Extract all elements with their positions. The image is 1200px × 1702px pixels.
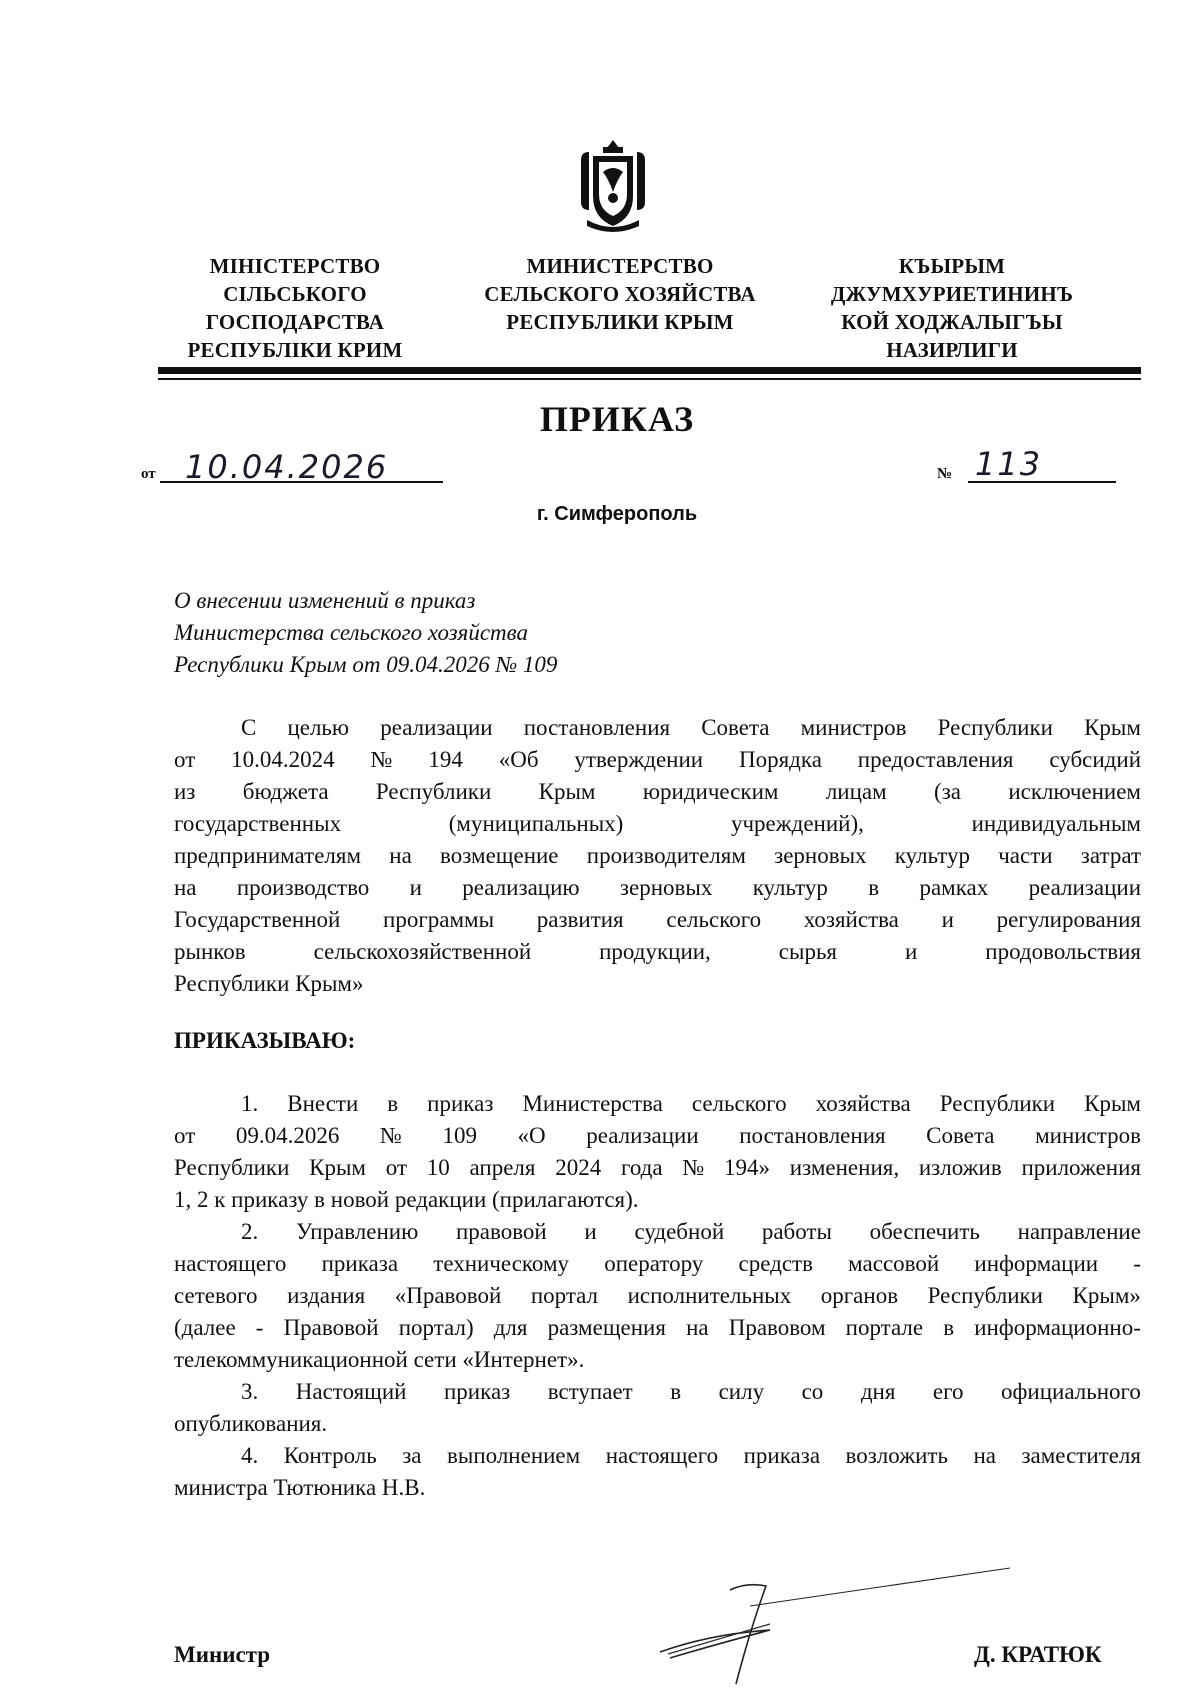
word: сельского [666,907,762,932]
justified-line [174,1152,1141,1184]
word: портале [845,1315,924,1340]
text-line: министра Тютюника Н.В. [174,1475,426,1500]
word: Республики [939,1091,1056,1116]
word: портал [530,1283,599,1308]
word: информации [974,1251,1099,1276]
word: хозяйства [815,1091,911,1116]
word: 10.04.2024 [231,747,335,772]
word: Республики [375,779,492,804]
header-line: ДЖУМХУРИЕТИНИНЪ [830,282,1074,306]
word: размещения [547,1315,666,1340]
word: реализации [1028,875,1141,900]
word: продовольствия [985,939,1141,964]
word: выполнением [447,1443,581,1468]
header-line: КЪЫРЫМ [898,254,1006,278]
word: Порядка [738,747,822,772]
document-number: 113 [975,445,1043,483]
word: - [255,1315,264,1340]
word: официального [1000,1379,1141,1404]
justified-line [174,808,1141,840]
header-line: КОЙ ХОДЖАЛЫГЪЫ [841,310,1063,334]
word: 2024 [555,1155,602,1180]
word: техническому [433,1251,570,1276]
header-ministry-crimean-tatar [802,252,1102,364]
word: «Правовой [394,1283,502,1308]
header-line: СЕЛЬСКОГО ХОЗЯЙСТВА [484,282,756,306]
word: в [943,1315,955,1340]
word: со [801,1379,824,1404]
word: Настоящий [295,1379,407,1404]
word: № [379,1123,402,1148]
word: судебной [634,1219,725,1244]
justified-line [174,1088,1141,1120]
word: культур [752,875,828,900]
word: (далее [174,1315,236,1340]
word: зерновых [774,843,867,868]
word: № [682,1155,705,1180]
word: субсидий [1049,747,1141,772]
word: рамках [919,875,989,900]
word: Крым» [1072,1283,1141,1308]
word: исполнительных [627,1283,792,1308]
word: приказа [743,1443,821,1468]
word: от [174,747,196,772]
word: 194 [428,747,463,772]
word: и [904,939,918,964]
word: из [174,779,196,804]
word: хозяйства [803,907,899,932]
word: правовой [455,1219,547,1244]
word: «Об [498,747,539,772]
word: 194» [724,1155,771,1180]
date-prefix: от [141,466,156,482]
word: оператору [604,1251,704,1276]
header-line: ГОСПОДАРСТВА [205,310,385,334]
justified-line [174,744,1141,776]
word: вступает [547,1379,633,1404]
justified-line [174,776,1141,808]
word: приказа [321,1251,399,1276]
word: приказ [444,1379,511,1404]
word: предпринимателям [174,843,362,868]
justified-line [174,1376,1141,1408]
word: Правовом [728,1315,826,1340]
document-subject [174,585,557,681]
command-heading: ПРИКАЗЫВАЮ: [174,1028,356,1053]
header-line: МІНІСТЕРСТВО [209,254,381,278]
justified-line [174,936,1141,968]
word: Внести [287,1091,359,1116]
word: изложив [918,1155,1002,1180]
word: Контроль [283,1443,377,1468]
word: - [1133,1251,1141,1276]
preamble-paragraph [174,712,1141,1000]
word: 3. [241,1379,259,1404]
header-divider-thin [158,378,1141,380]
word: сельского [691,1091,787,1116]
word: Управлению [295,1219,419,1244]
word: С [241,715,257,740]
word: от [385,1155,407,1180]
justified-line [174,1280,1141,1312]
word: реализации [586,1123,699,1148]
word: органов [820,1283,899,1308]
word: Крым [309,1155,366,1180]
word: приказ [427,1091,494,1116]
word: силу [718,1379,765,1404]
word: средств [738,1251,813,1276]
word: индивидуальным [971,811,1141,836]
word: Крым [1084,715,1141,740]
word: реализации [380,715,493,740]
word: издания [287,1283,366,1308]
word: 109 [442,1123,477,1148]
word: «О [517,1123,546,1148]
coat-of-arms-icon [573,136,653,236]
word: реализацию [462,875,580,900]
word: министров [800,715,907,740]
subject-line: Министерства сельского хозяйства [174,620,528,645]
word: информационно- [974,1315,1141,1340]
word: массовой [848,1251,940,1276]
word: приложения [1021,1155,1141,1180]
word: утверждении [574,747,704,772]
word: в [387,1091,399,1116]
word: на [973,1443,996,1468]
justified-line [174,840,1141,872]
order-items [174,1088,1141,1504]
subject-line: О внесении изменений в приказ [174,588,476,613]
word: (муниципальных) [448,811,624,836]
signatory-name: Д. КРАТЮК [974,1642,1102,1667]
justified-line [174,712,1141,744]
word: культур [894,843,970,868]
word: портал) [398,1315,474,1340]
word: на [389,843,412,868]
word: Министерства [522,1091,663,1116]
word: и [409,875,422,900]
word: министров [1035,1123,1141,1148]
word: работы [761,1219,832,1244]
word: сельскохозяйственной [313,939,532,964]
word: Крым [538,779,596,804]
justified-line [174,904,1141,936]
word: развития [536,907,624,932]
word: лицам [825,779,887,804]
word: производство [236,875,370,900]
header-line: РЕСПУБЛИКИ КРЫМ [506,310,734,334]
word: 2. [241,1219,259,1244]
word: на [174,875,197,900]
word: программы [383,907,495,932]
word: настоящего [174,1251,287,1276]
word: части [998,843,1053,868]
word: изменения, [789,1155,900,1180]
header-line: РЕСПУБЛІКИ КРИМ [187,338,403,362]
signature-role: Министр [174,1642,271,1667]
word: обеспечить [869,1219,980,1244]
word: бюджета [242,779,329,804]
word: 10 [426,1155,450,1180]
word: возложить [845,1443,948,1468]
header-ministry-russian [455,252,785,336]
text-line: 1, 2 к приказу в новой редакции (прилагаются). [174,1187,639,1212]
word: сетевого [174,1283,258,1308]
word: Республики [174,1155,290,1180]
word: Государственной [174,907,341,932]
header-ministry-ukrainian [160,252,430,364]
word: (за [934,779,961,804]
word: целью [287,715,350,740]
word: Совета [701,715,770,740]
word: рынков [174,939,246,964]
document-date: 10.04.2026 [185,448,389,486]
text-line: опубликования. [174,1411,328,1436]
word: настоящего [605,1443,719,1468]
word: сырья [778,939,838,964]
word: направление [1017,1219,1141,1244]
word: 4. [241,1443,259,1468]
subject-line: Республики Крым от 09.04.2026 № 109 [174,652,558,677]
text-line: Республики Крым» [174,971,364,996]
word: регулирования [996,907,1141,932]
justified-line [174,1120,1141,1152]
word: на [686,1315,709,1340]
word: производителям [586,843,746,868]
header-line: МИНИСТЕРСТВО [526,254,714,278]
word: дня [860,1379,896,1404]
word: от [174,1123,196,1148]
word: в [670,1379,682,1404]
word: постановления [739,1123,886,1148]
number-prefix: № [937,466,953,482]
word: года [620,1155,663,1180]
word: юридическим [642,779,779,804]
word: апреля [469,1155,536,1180]
word: в [868,875,880,900]
word: исключением [1008,779,1141,804]
word: Республики [927,1283,1043,1308]
word: постановления [523,715,671,740]
justified-line [174,1216,1141,1248]
word: продукции, [599,939,711,964]
word: и [584,1219,597,1244]
handwritten-signature [650,1560,1010,1690]
text-line: телекоммуникационной сети «Интернет». [174,1347,585,1372]
word: заместителя [1021,1443,1141,1468]
document-city: г. Симферополь [536,503,698,525]
word: затрат [1080,843,1141,868]
word: предоставления [857,747,1014,772]
word: Совета [926,1123,995,1148]
header-line: НАЗИРЛИГИ [886,338,1018,362]
word: и [941,907,954,932]
word: Правовой [283,1315,379,1340]
word: для [493,1315,528,1340]
justified-line [174,1248,1141,1280]
word: Крым [1084,1091,1141,1116]
justified-line [174,872,1141,904]
word: 09.04.2026 [235,1123,340,1148]
justified-line [174,1312,1141,1344]
justified-line [174,1440,1141,1472]
word: учреждений), [730,811,864,836]
word: Республики [937,715,1053,740]
word: возмещение [440,843,559,868]
word: за [402,1443,422,1468]
document-title: ПРИКАЗ [539,399,695,439]
header-divider-thick [158,367,1141,374]
word: зерновых [619,875,713,900]
word: его [932,1379,964,1404]
word: государственных [174,811,342,836]
word: № [370,747,393,772]
header-line: СІЛЬСЬКОГО [223,282,367,306]
word: 1. [241,1091,259,1116]
